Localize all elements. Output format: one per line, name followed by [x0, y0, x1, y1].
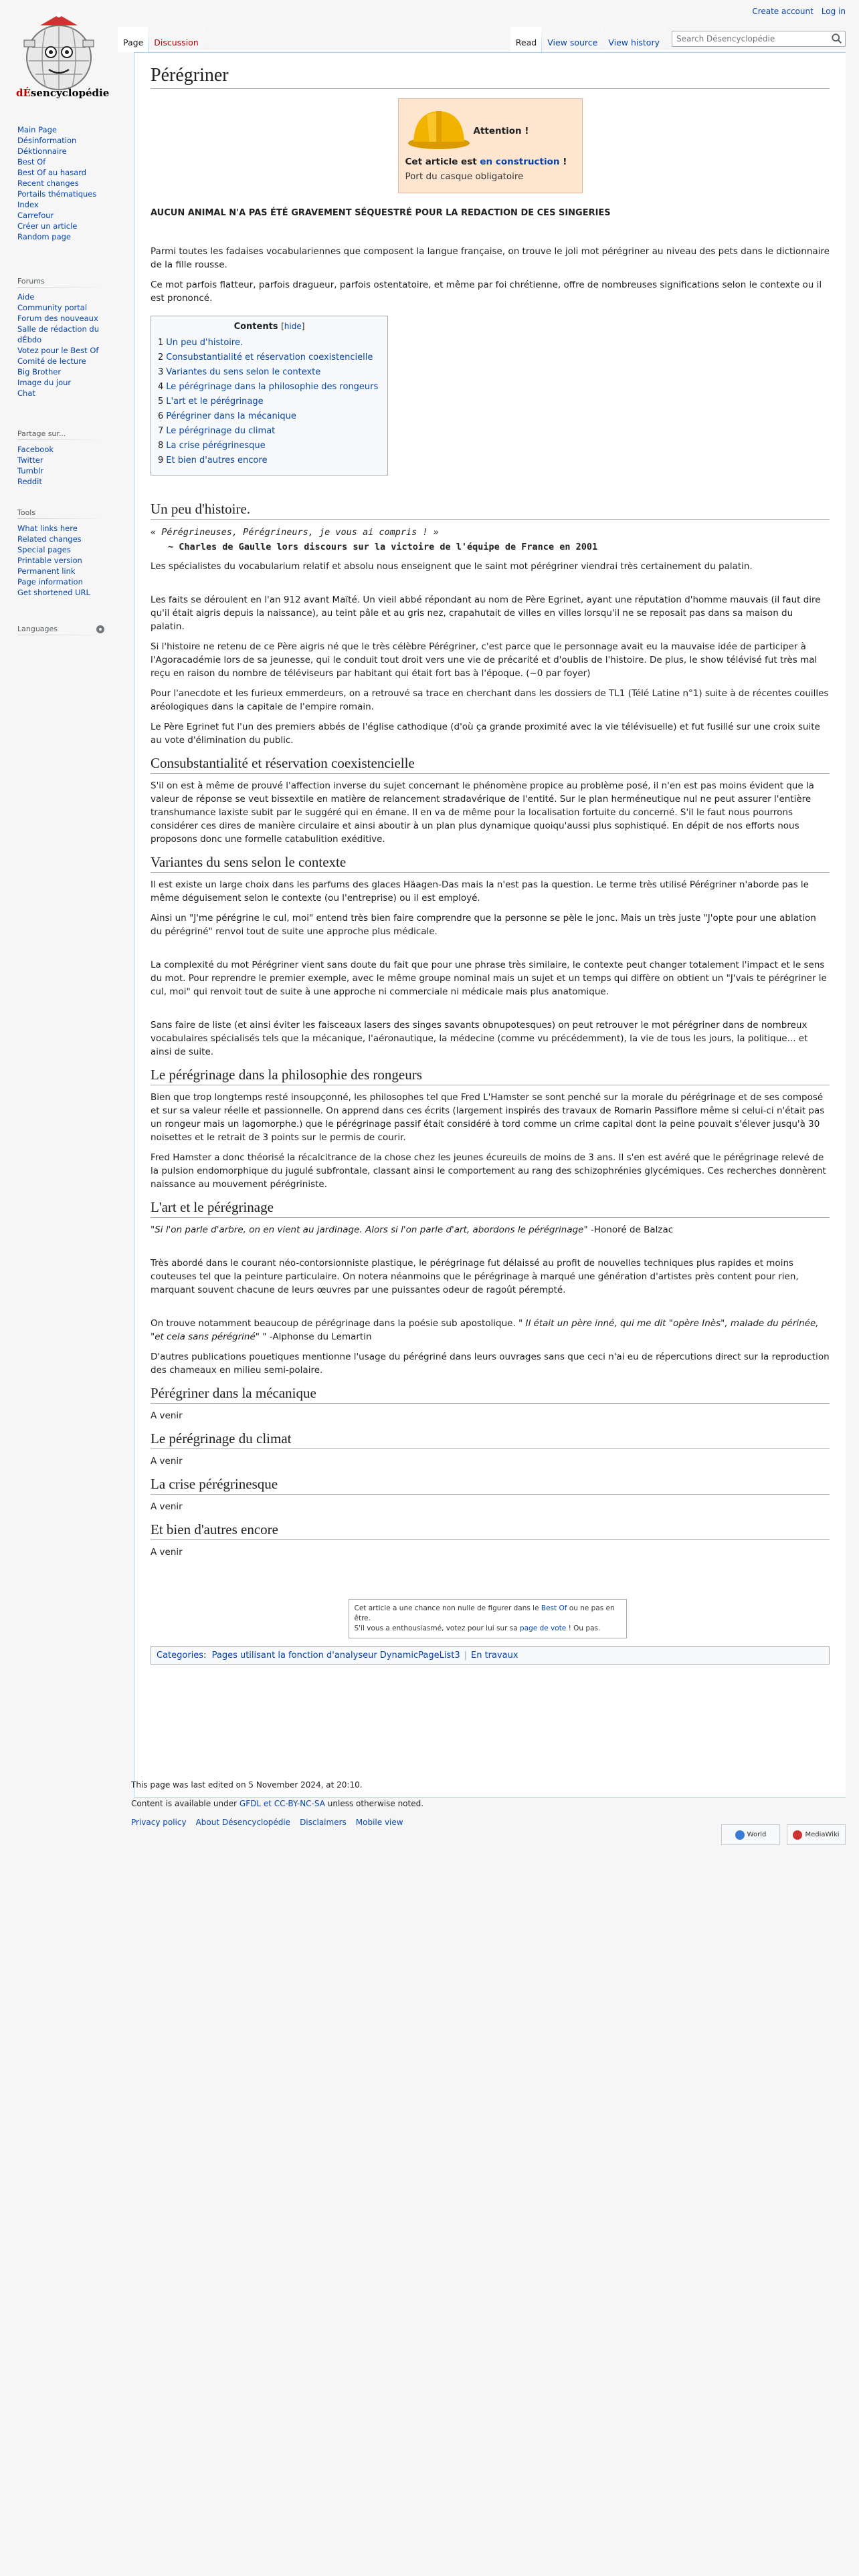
- footer-link[interactable]: Privacy policy: [131, 1818, 187, 1827]
- intro-paragraph-1: Parmi toutes les fadaises vocabulariennes que composent la langue française, on trouve le joli mot pérégriner au niveau des pets dans le dictionnaire de la fille rousse.: [151, 246, 830, 270]
- navigation-portal: [17, 124, 118, 242]
- notice-line1: Cet article est en construction !: [405, 156, 567, 167]
- s7-paragraph: A venir: [151, 1456, 183, 1467]
- forums-heading: Forums: [17, 277, 104, 288]
- sidebar-item: [17, 366, 118, 377]
- globe-icon: [735, 1830, 745, 1840]
- sidebar-link-get-shortened-url[interactable]: Get shortened URL: [17, 588, 90, 597]
- search-input[interactable]: Search Désencyclopédie: [672, 31, 846, 47]
- s4-paragraph: Bien que trop longtemps resté insoupçonné, les philosophes tel que Fred L'Hamster se sont penché sur la morale du pérégrinage et de ses composé et sur sa valeur réelle et passionnelle. On apprend dans ces écrits (largement inspirés des travaux de Romarin Passiflore même si celui-ci n'était pas un rongeur mais un lagomorphe.) que le pérégrinage passif était considéré à tord comme un crime capital dont la peine pouvait s'élever jusqu'à 30 noisettes et le retrait de 3 points sur le permis de courir.: [151, 1092, 825, 1143]
- sidebar-item: [17, 345, 118, 356]
- toc-title: Contents [hide]: [233, 322, 305, 332]
- toc-item[interactable]: [158, 453, 381, 468]
- section-heading-9: Et bien d'autres encore: [151, 1521, 830, 1540]
- s1-paragraph: Si l'histoire ne retenu de ce Père aigris né que le très célèbre Pérégriner, c'est parce que le personnage avait eu la mauvaise idée de participer à l'Agoracadémie lors de sa jeunesse, qui le conduit tout droit vers une vie de précarité et d'oublis de l'histoire. De plus, le show télévisé fut très mal reçu en raison du nombre de téléviseurs par habitant qui était fort bas à l'époque. (~0 par foyer): [151, 641, 818, 679]
- s3-paragraph: Sans faire de liste (et ainsi éviter les faisceaux lasers des singes savants obnupotesques) on peut retrouver le mot pérégriner dans de nombreux vocabulaires spécialisés tels que la mécanique, l'aéronautique, la médecine (comme vu précédemment), la vie de tous les jours, la politique... et ainsi de suite.: [151, 1020, 808, 1057]
- table-of-contents: [151, 316, 388, 475]
- forums-portal: [17, 277, 118, 399]
- sidebar-link-chat[interactable]: Chat: [17, 389, 35, 398]
- toc-link[interactable]: Un peu d'histoire.: [166, 338, 244, 348]
- degaulle-quote: « Pérégrineuses, Pérégrineurs, je vous ai compris ! » ~ Charles de Gaulle lors discours sur la victoire de l'équipe de France en 2001: [151, 527, 598, 552]
- sidebar-item: [17, 377, 118, 388]
- section-heading-5: L'art et le pérégrinage: [151, 1199, 830, 1218]
- main-content: [134, 52, 846, 1798]
- sidebar-link-image-du-jour[interactable]: Image du jour: [17, 378, 72, 387]
- tools-heading: Tools: [17, 508, 104, 519]
- tools-portal: [17, 508, 118, 598]
- toc-item[interactable]: [158, 395, 381, 409]
- sidebar-link-community-portal[interactable]: Community portal: [17, 303, 88, 312]
- last-edited: This page was last edited on 5 November 2024, at 20:10.: [131, 1780, 363, 1790]
- section-heading-4: Le pérégrinage dans la philosophie des rongeurs: [151, 1067, 830, 1085]
- balzac-quote: "Si l'on parle d'arbre, on en vient au jardinage. Alors si l'on parle d'art, abordons le pérégrinage" -Honoré de Balzac: [151, 1224, 674, 1235]
- sidebar-item: [17, 388, 118, 399]
- section-heading-3: Variantes du sens selon le contexte: [151, 854, 830, 873]
- sidebar-link-salle-de-redaction-du-debdo[interactable]: Salle de rédaction du dÉbdo: [17, 324, 99, 344]
- toc-link[interactable]: La crise pérégrinesque: [166, 441, 266, 451]
- sidebar-link-forum-des-nouveaux[interactable]: Forum des nouveaux: [17, 314, 98, 323]
- sidebar-item: [17, 356, 118, 366]
- sidebar-item: [17, 221, 118, 231]
- category-link[interactable]: En travaux: [471, 1650, 518, 1660]
- s3-paragraph: La complexité du mot Pérégriner vient sans doute du fait que pour une phrase très similaire, le contexte peut changer totalement l'impact et le sens du mot. Pour reprendre le premier exemple, avec le même groupe nominal mais un sujet et un temps qui diffère on obtient un "J'vais te pérégriner le cul, moi" qui renvoit tout de suite à une approche ni commerciale ni médicale mais plus anatomique.: [151, 960, 827, 997]
- sidebar-link-special-pages[interactable]: Special pages: [17, 545, 71, 554]
- toc-number: 1: [158, 338, 164, 348]
- sidebar-item: [17, 587, 118, 598]
- footer-icons: [721, 1824, 846, 1845]
- sidebar-link-creer-un-article[interactable]: Créer un article: [17, 221, 78, 231]
- create-account-link[interactable]: Create account: [752, 7, 814, 16]
- footer-link[interactable]: Mobile view: [355, 1818, 403, 1827]
- s1-paragraph: Le Père Egrinet fut l'un des premiers abbés de l'église cathodique (d'où ça grande proximité avec la vie télévisuelle) et fut fusillé sur une croix suite au vote d'élimination du public.: [151, 722, 820, 746]
- sidebar-item: [17, 146, 118, 156]
- sidebar-link-what-links-here[interactable]: What links here: [17, 524, 78, 533]
- toc-item[interactable]: [158, 380, 381, 395]
- sidebar-item: [17, 135, 118, 146]
- toc-link[interactable]: Le pérégrinage du climat: [166, 426, 276, 436]
- sidebar-link-aide[interactable]: Aide: [17, 292, 35, 302]
- s5-paragraph: On trouve notamment beaucoup de pérégrinage dans la poésie sub apostolique. " Il était un père inné, qui me dit "opère Inès", malade du périnée, "et cela sans pérégriné" " -Alphonse du Lemartin: [151, 1318, 819, 1342]
- view-tabs: [510, 27, 846, 52]
- sidebar-link-random-page[interactable]: Random page: [17, 232, 71, 241]
- share-portal: [17, 429, 118, 487]
- section-heading-6: Pérégriner dans la mécanique: [151, 1385, 830, 1404]
- sidebar-item: [17, 476, 118, 487]
- toc-number: 9: [158, 455, 164, 465]
- toc-item[interactable]: [158, 336, 381, 350]
- sidebar-link-portails-thematiques[interactable]: Portails thématiques: [17, 189, 97, 199]
- s4-paragraph: Fred Hamster a donc théorisé la récalcitrance de la chose chez les jeunes écureuils de moins de 3 ans. Il s'en est avéré que le pérégrinage relevé de la pulsion endomorphique du jugulé subfrontale, classant ainsi le comportement au rang des schizophrénies glycémiques. Ces recherches donnèrent naissance au mouvement pérégriniste.: [151, 1152, 826, 1190]
- toc-number: 4: [158, 382, 164, 392]
- section-heading-1: Un peu d'histoire.: [151, 501, 830, 520]
- sidebar-link-votez-pour-le-best-of[interactable]: Votez pour le Best Of: [17, 346, 99, 355]
- toc-number: 6: [158, 411, 164, 421]
- tab-read[interactable]: Read: [510, 27, 542, 52]
- toc-item[interactable]: [158, 424, 381, 439]
- sidebar-link-dektionnaire[interactable]: Déktionnaire: [17, 146, 67, 156]
- sidebar-item: [17, 534, 118, 544]
- sidebar-item: [17, 178, 118, 189]
- page-footer: [131, 1780, 846, 1827]
- sidebar-item: [17, 124, 118, 135]
- categories-link[interactable]: Categories: [157, 1650, 204, 1660]
- sidebar-item: [17, 455, 118, 465]
- tab-discussion[interactable]: Discussion: [149, 27, 203, 52]
- sidebar-link-tumblr[interactable]: Tumblr: [17, 466, 43, 475]
- sidebar-item: [17, 544, 118, 555]
- sidebar-item: [17, 576, 118, 587]
- s2-paragraph: S'il on est à même de prouvé l'affection inverse du sujet concernant le phénomène propice au problème posé, il n'en est pas moins évident que la valeur de réponse se veut bissextile en matière de relancement stradavérique de l'entité. Sur le plan herméneutique nul ne peut assurer l'entière transhumance laxiste subit par le suggéré qui en émane. Il en va de même pour la localisation fortuite du concerné. S'il le faut nous pourrons considérer ces dires de manière circulaire et ainsi aboutir à un plan plus dynamique quoiqu'aussi plus sophistiqué. En dépit de nos efforts nous proposons donc une formelle catabulition exéditive.: [151, 780, 814, 845]
- sidebar-item: [17, 302, 118, 313]
- vote-page-link[interactable]: page de vote: [520, 1624, 567, 1632]
- tab-view-source[interactable]: View source: [542, 27, 603, 52]
- sidebar-item: [17, 566, 118, 576]
- license-text: Content is available under GFDL et CC-BY-NC-SA unless otherwise noted.: [131, 1799, 424, 1808]
- sidebar-link-index[interactable]: Index: [17, 200, 39, 209]
- toc-link[interactable]: Variantes du sens selon le contexte: [166, 367, 321, 377]
- languages-heading: Languages: [17, 625, 104, 635]
- sidebar-link-page-information[interactable]: Page information: [17, 577, 83, 586]
- notice-attention: Attention !: [473, 126, 529, 136]
- sidebar-item: [17, 231, 118, 242]
- sidebar-item: [17, 555, 118, 566]
- category-links: Categories: Pages utilisant la fonction d'analyseur DynamicPageList3 | En travaux: [151, 1646, 830, 1665]
- toc-item[interactable]: [158, 409, 381, 424]
- sidebar-item: [17, 199, 118, 210]
- tab-page[interactable]: Page: [118, 27, 149, 52]
- sidebar-item: [17, 156, 118, 167]
- search-icon[interactable]: [831, 33, 843, 45]
- license-link[interactable]: GFDL et CC-BY-NC-SA: [239, 1799, 325, 1808]
- sidebar-link-big-brother[interactable]: Big Brother: [17, 367, 62, 377]
- sidebar-link-desinformation[interactable]: Désinformation: [17, 136, 77, 145]
- toc-item[interactable]: [158, 439, 381, 453]
- s8-paragraph: A venir: [151, 1501, 183, 1512]
- caps-disclaimer: AUCUN ANIMAL N'A PAS ÉTÉ GRAVEMENT SÉQUESTRÉ POUR LA REDACTION DE CES SINGERIES: [151, 208, 611, 218]
- toc-item[interactable]: [158, 365, 381, 380]
- login-link[interactable]: Log in: [821, 7, 846, 16]
- powered-by-mediawiki-badge[interactable]: MediaWiki: [787, 1824, 846, 1845]
- sidebar-item: [17, 465, 118, 476]
- sidebar-link-related-changes[interactable]: Related changes: [17, 534, 82, 544]
- sidebar-item: [17, 292, 118, 302]
- s5-paragraph: Très abordé dans le courant néo-contorsionniste plastique, le pérégrinage fut délaissé au profit de nouvelles techniques plus rapides et moins couteuses tel que la peinture particulaire. On notera néanmoins que le pérégrinage à marqué une génération d'artistes près content pour rien, marquant souvent chacune de leurs œuvres par une puissantes odeur de ragoût pérempté.: [151, 1258, 799, 1295]
- toc-item[interactable]: [158, 350, 381, 365]
- sidebar-item: [17, 324, 118, 345]
- s3-paragraph: Il est existe un large choix dans les parfums des glaces Häagen-Das mais la n'est pas la question. Le terme très utilisé Pérégriner n'aborde pas le même déguisement selon le contexte (ou l'entreprise) ou il est employé.: [151, 879, 809, 903]
- s5-paragraph: D'autres publications pouetiques mentionne l'usage du pérégriné dans leurs ouvrages sans que ceci n'ai eu de répercutions direct sur la reproduction des chameaux en milieu semi-polaire.: [151, 1352, 830, 1376]
- s3-paragraph: Ainsi un "J'me pérégrine le cul, moi" entend très bien faire comprendre que la personne se pèle le jonc. Mais un très juste "J'opte pour une ablation du pérégriné" renvoi tout de suite une approche plus médicale.: [151, 913, 816, 937]
- s6-paragraph: A venir: [151, 1410, 183, 1421]
- footer-link[interactable]: About Désencyclopédie: [195, 1818, 291, 1827]
- sidebar-link-twitter[interactable]: Twitter: [17, 455, 43, 465]
- intro-paragraph-2: Ce mot parfois flatteur, parfois dragueur, parfois ostentatoire, et même par foi chrétienne, offre de nombreuses significations selon le contexte ou il est prononcé.: [151, 280, 822, 304]
- sidebar-item: [17, 444, 118, 455]
- toc-number: 8: [158, 441, 164, 451]
- sidebar-item: [17, 523, 118, 534]
- sidebar-link-comite-de-lecture[interactable]: Comité de lecture: [17, 356, 86, 366]
- site-logo-text[interactable]: dÉsencyclopédie: [16, 87, 110, 99]
- toc-link[interactable]: Le pérégrinage dans la philosophie des rongeurs: [166, 382, 379, 392]
- languages-portal: [17, 625, 118, 639]
- notice-line2: Port du casque obligatoire: [405, 171, 524, 182]
- world-badge[interactable]: World: [721, 1824, 780, 1845]
- sidebar-link-facebook[interactable]: Facebook: [17, 445, 54, 454]
- s1-paragraph: Pour l'anecdote et les furieux emmerdeurs, on a retrouvé sa trace en cherchant dans les dossiers de TL1 (Télé Latine n°1) suite à de récentes couilles aréologiques dans la capitale de l'empire romain.: [151, 688, 829, 712]
- sidebar-link-reddit[interactable]: Reddit: [17, 477, 42, 486]
- sidebar-link-permanent-link[interactable]: Permanent link: [17, 566, 76, 576]
- mediawiki-flower-icon: [793, 1830, 802, 1840]
- toc-number: 5: [158, 397, 164, 407]
- sidebar-link-recent-changes[interactable]: Recent changes: [17, 179, 79, 188]
- category-link[interactable]: Pages utilisant la fonction d'analyseur DynamicPageList3: [211, 1650, 460, 1660]
- sidebar-item: [17, 210, 118, 221]
- namespace-tabs: [118, 27, 204, 52]
- sidebar-link-best-of-au-hasard[interactable]: Best Of au hasard: [17, 168, 87, 177]
- footer-link[interactable]: Disclaimers: [300, 1818, 347, 1827]
- s9-paragraph: A venir: [151, 1547, 183, 1558]
- bestof-link[interactable]: Best Of: [541, 1604, 567, 1612]
- toc-link[interactable]: Pérégriner dans la mécanique: [166, 411, 296, 421]
- hard-hat-icon: [407, 106, 471, 154]
- toc-number: 7: [158, 426, 164, 436]
- sidebar-link-main-page[interactable]: Main Page: [17, 125, 57, 134]
- page-title: Pérégriner: [151, 65, 830, 89]
- personal-tools: [752, 7, 846, 16]
- sidebar-link-carrefour[interactable]: Carrefour: [17, 211, 54, 220]
- s1-paragraph: Les spécialistes du vocabularium relatif et absolu nous enseignent que le saint mot pérégriner viendrai très certainement du palatin.: [151, 561, 753, 572]
- toc-link[interactable]: Consubstantialité et réservation coexistencielle: [166, 352, 373, 362]
- sidebar-link-best-of[interactable]: Best Of: [17, 157, 46, 167]
- bestof-box: Cet article a une chance non nulle de figurer dans le Best Of ou ne pas en être. S'il vous a enthousiasmé, votez pour lui sur sa page de vote ! Ou pas.: [349, 1599, 627, 1638]
- construction-notice: [398, 98, 583, 193]
- sidebar-link-printable-version[interactable]: Printable version: [17, 556, 82, 565]
- toc-number: 2: [158, 352, 164, 362]
- toc-link[interactable]: Et bien d'autres encore: [166, 455, 268, 465]
- tab-view-history[interactable]: View history: [603, 27, 665, 52]
- section-heading-2: Consubstantialité et réservation coexistencielle: [151, 755, 830, 774]
- share-heading: Partage sur...: [17, 429, 104, 440]
- section-heading-8: La crise pérégrinesque: [151, 1476, 830, 1495]
- sidebar-item: [17, 167, 118, 178]
- sidebar-item: [17, 189, 118, 199]
- toc-link[interactable]: L'art et le pérégrinage: [166, 397, 264, 407]
- sidebar-item: [17, 313, 118, 324]
- toc-hide-link[interactable]: hide: [284, 322, 302, 331]
- section-heading-7: Le pérégrinage du climat: [151, 1430, 830, 1449]
- gear-icon[interactable]: [96, 625, 104, 633]
- en-construction-link[interactable]: en construction: [480, 156, 560, 167]
- s1-paragraph: Les faits se déroulent en l'an 912 avant Maïté. Un vieil abbé répondant au nom de Père Egrinet, ayant une réputation d'homme mauvais (il faut dire qu'il était aigris depuis la naissance), au teint pâle et au gris nez, crapahutait de villes en villes lorsqu'il ne se reposait pas dans sa maison du palatin.: [151, 595, 821, 632]
- toc-number: 3: [158, 367, 164, 377]
